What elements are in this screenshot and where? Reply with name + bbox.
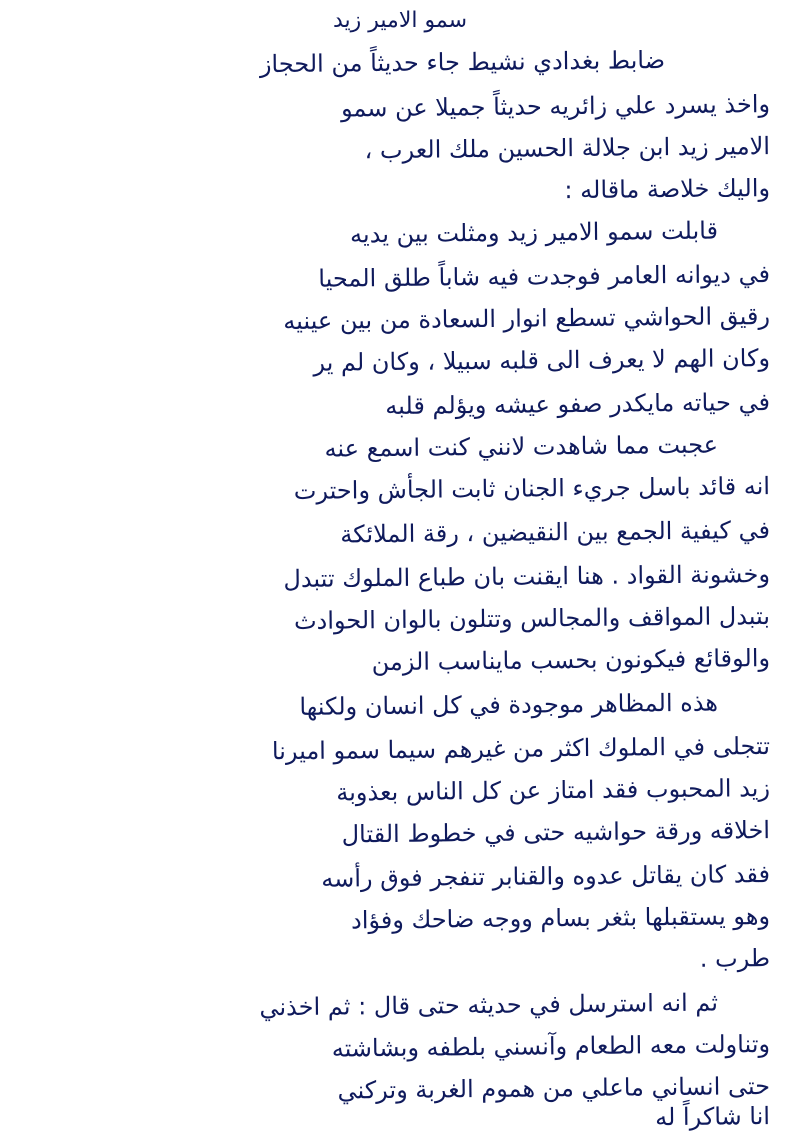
manuscript-line: واخذ يسرد علي زائريه حديثاً جميلا عن سمو: [340, 90, 771, 123]
manuscript-line: طرب .: [699, 944, 771, 973]
manuscript-line: وكان الهم لا يعرف الى قلبه سبيلا ، وكان لم ير: [313, 344, 771, 377]
manuscript-line: في حياته مايكدر صفو عيشه ويؤلم قلبه: [385, 388, 771, 421]
manuscript-line: واليك خلاصة ماقاله :: [564, 174, 771, 205]
manuscript-line: وخشونة القواد . هنا ايقنت بان طباع الملوك تتبدل: [283, 560, 771, 594]
page-title: سمو الامير زيد: [332, 8, 468, 33]
manuscript-line: رقيق الحواشي تسطع انوار السعادة من بين عينيه: [283, 302, 771, 336]
manuscript-line: زيد المحبوب فقد امتاز عن كل الناس بعذوبة: [336, 774, 771, 807]
manuscript-line: انه قائد باسل جريء الجنان ثابت الجأش واحترت: [293, 472, 771, 505]
manuscript-line: وتناولت معه الطعام وآنسني بلطفه وبشاشته: [331, 1030, 771, 1063]
manuscript-line: في كيفية الجمع بين النقيضين ، رقة الملائكة: [340, 516, 771, 549]
manuscript-line: هذه المظاهر موجودة في كل انسان ولكنها: [299, 688, 719, 721]
manuscript-line: في ديوانه العامر فوجدت فيه شاباً طلق المحيا: [318, 260, 771, 293]
manuscript-line: والوقائع فيكونون بحسب مايناسب الزمن: [371, 644, 771, 677]
manuscript-line: الامير زيد ابن جلالة الحسين ملك العرب ،: [364, 132, 771, 165]
manuscript-line: فقد كان يقاتل عدوه والقنابر تنفجر فوق رأسه: [321, 860, 771, 893]
manuscript-line: تتجلى في الملوك اكثر من غيرهم سيما سمو اميرنا: [271, 732, 771, 766]
manuscript-line: بتبدل المواقف والمجالس وتتلون بالوان الحوادث: [293, 602, 771, 635]
manuscript-line: قابلت سمو الامير زيد ومثلت بين يديه: [349, 216, 719, 249]
manuscript-line: ضابط بغدادي نشيط جاء حديثاً من الحجاز: [259, 46, 666, 79]
manuscript-line: ثم انه استرسل في حديثه حتى قال : ثم اخذني: [259, 988, 719, 1022]
manuscript-line: انا شاكراً له: [655, 1102, 771, 1132]
manuscript-line: عجبت مما شاهدت لانني كنت اسمع عنه: [324, 430, 719, 463]
manuscript-line: وهو يستقبلها بثغر بسام ووجه ضاحك وفؤاد: [350, 902, 771, 935]
manuscript-line: حتى انساني ماعلي من هموم الغربة وتركني: [337, 1072, 771, 1105]
manuscript-line: اخلاقه ورقة حواشيه حتى في خطوط القتال: [341, 816, 771, 849]
